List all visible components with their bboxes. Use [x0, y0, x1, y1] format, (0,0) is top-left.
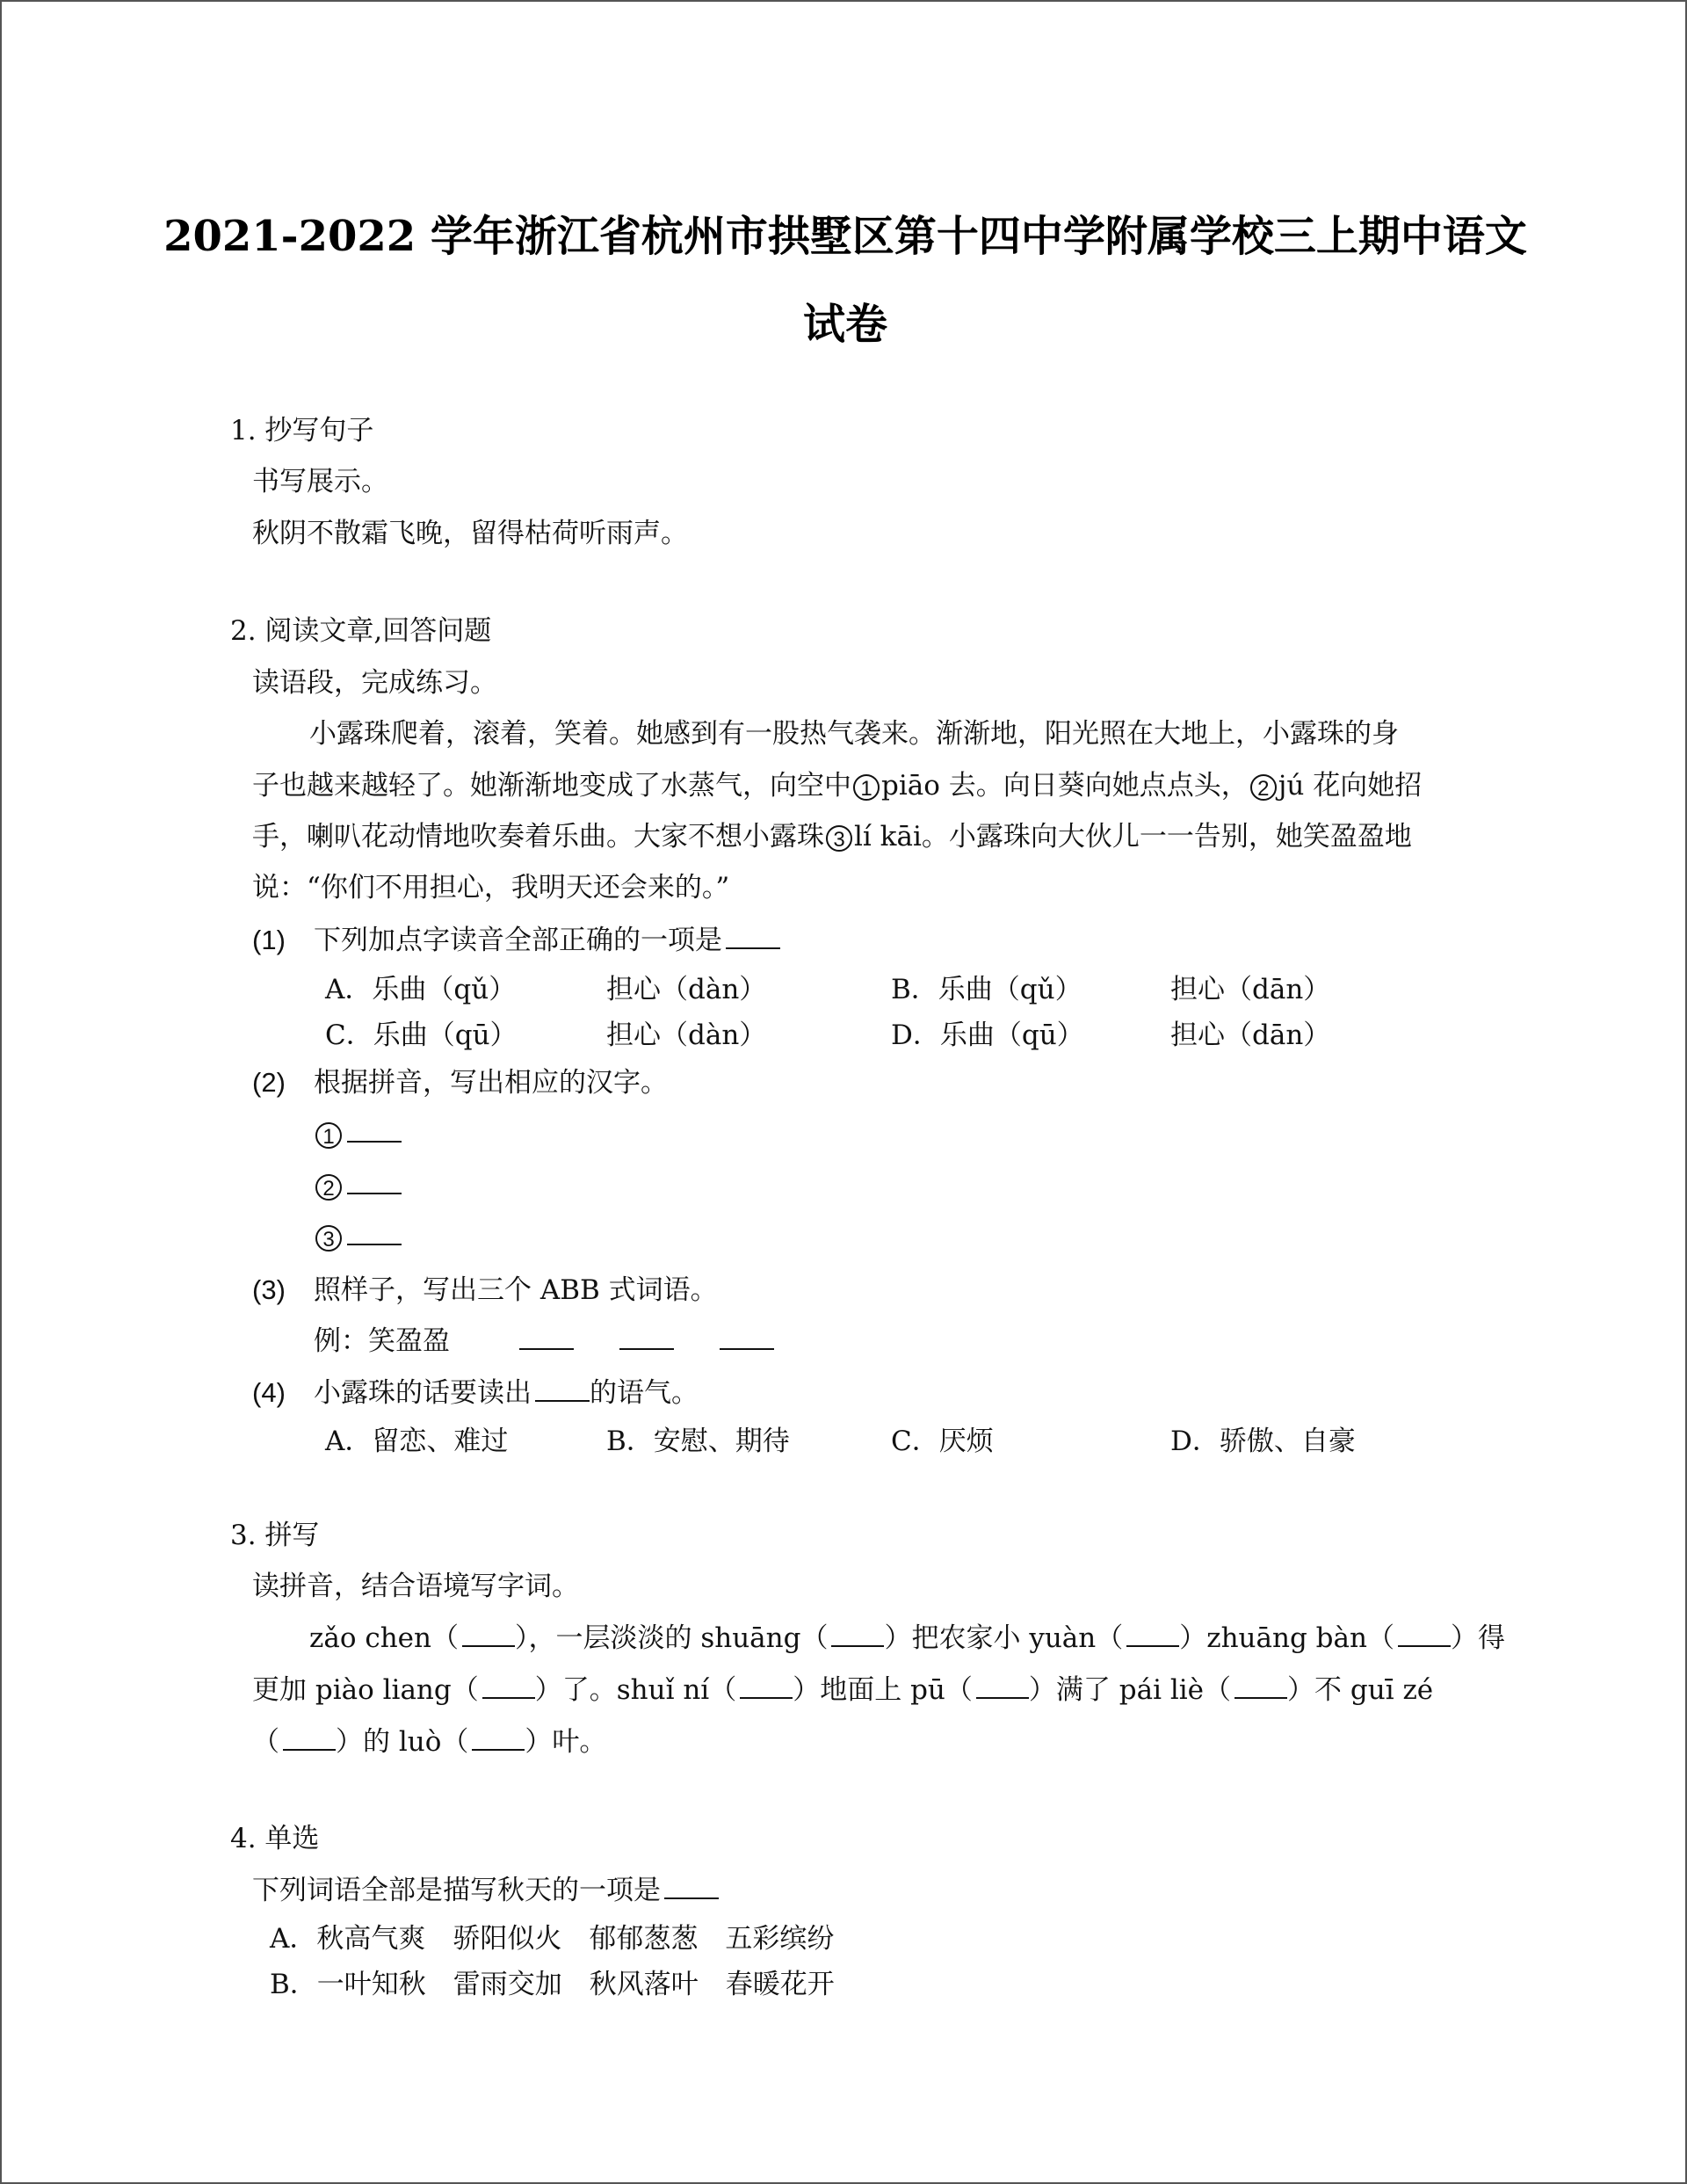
q3-line-1-seg-1: zǎo chen（ — [309, 1622, 459, 1654]
q3-instruction: 读拼音，结合语境写字词。 — [252, 1571, 579, 1602]
answer-blank[interactable] — [283, 1726, 336, 1751]
q3-line-3 — [252, 1724, 606, 1760]
sub2-answer-2 — [314, 1168, 402, 1203]
sub2-question: 根据拼音，写出相应的汉字。 — [314, 1067, 668, 1099]
passage-line-3-text-b: lí kāi。小露珠向大伙儿一一告别，她笑盈盈地 — [854, 821, 1412, 853]
sub4-option-b[interactable]: B．安慰、期待 — [606, 1426, 790, 1457]
sub1-option-b-part1[interactable]: B．乐曲（qǔ） — [891, 974, 1082, 1005]
sub1-question — [314, 923, 780, 958]
q3-line-3-seg-2: ）的 luò（ — [336, 1726, 469, 1758]
circled-mark: 1 — [315, 1122, 342, 1149]
passage-line-3 — [252, 819, 1412, 854]
q2-instruction: 读语段，完成练习。 — [252, 667, 497, 699]
q2-heading: 2. 阅读文章,回答问题 — [230, 615, 492, 647]
answer-blank[interactable] — [664, 1875, 719, 1899]
circled-mark-3: 3 — [826, 825, 852, 852]
sub3-example: 例：笑盈盈 — [314, 1325, 450, 1357]
q4-option-b[interactable]: B．一叶知秋 雷雨交加 秋风落叶 春暖花开 — [270, 1969, 835, 2000]
passage-line-2 — [252, 768, 1422, 803]
sub4-question-text-a: 小露珠的话要读出 — [314, 1377, 532, 1409]
answer-blank[interactable] — [482, 1674, 535, 1699]
answer-blank[interactable] — [347, 1221, 402, 1245]
exam-title-line2: 试卷 — [802, 300, 887, 349]
q3-heading: 3. 拼写 — [230, 1520, 320, 1551]
answer-blank[interactable] — [976, 1674, 1029, 1699]
q4-question-text: 下列词语全部是描写秋天的一项是 — [252, 1875, 661, 1906]
sub1-option-d-part2[interactable]: 担心（dān） — [1170, 1019, 1331, 1051]
q3-line-1 — [309, 1621, 1505, 1656]
sub1-question-text: 下列加点字读音全部正确的一项是 — [314, 925, 722, 956]
q4-option-a[interactable]: A．秋高气爽 骄阳似火 郁郁葱葱 五彩缤纷 — [270, 1923, 835, 1955]
q4-question — [252, 1873, 719, 1908]
answer-blank[interactable] — [1234, 1674, 1287, 1699]
q3-line-1-seg-3: ）把农家小 yuàn（ — [884, 1622, 1124, 1654]
q3-line-3-seg-1: （ — [252, 1726, 279, 1758]
answer-blank[interactable] — [519, 1325, 574, 1350]
answer-blank[interactable] — [619, 1325, 674, 1350]
q3-line-1-seg-5: ）得 — [1450, 1622, 1505, 1654]
circled-mark: 3 — [315, 1225, 342, 1252]
circled-mark: 2 — [315, 1174, 342, 1201]
answer-blank[interactable] — [831, 1622, 884, 1647]
sub4-question — [314, 1375, 699, 1411]
circled-mark-1: 1 — [853, 774, 880, 801]
answer-blank[interactable] — [740, 1674, 793, 1699]
answer-blank[interactable] — [472, 1726, 525, 1751]
sub4-question-text-b: 的语气。 — [590, 1377, 699, 1409]
q3-line-1-seg-2: ），一层淡淡的 shuāng（ — [514, 1622, 829, 1654]
passage-line-2-text-a: 子也越来越轻了。她渐渐地变成了水蒸气，向空中 — [252, 770, 851, 802]
answer-blank[interactable] — [462, 1622, 515, 1647]
q3-line-2-seg-5: ）不 guī zé — [1287, 1674, 1434, 1706]
q3-line-3-seg-3: ）叶。 — [525, 1726, 607, 1758]
circled-mark-2: 2 — [1250, 774, 1277, 801]
q3-line-2-seg-3: ）地面上 pū（ — [793, 1674, 973, 1706]
sub4-option-d[interactable]: D．骄傲、自豪 — [1170, 1426, 1356, 1457]
passage-line-1: 小露珠爬着，滚着，笑着。她感到有一股热气袭来。渐渐地，阳光照在大地上，小露珠的身 — [309, 718, 1399, 750]
passage-line-3-text-a: 手，喇叭花动情地吹奏着乐曲。大家不想小露珠 — [252, 821, 824, 853]
q3-line-2-seg-4: ）满了 pái liè（ — [1028, 1674, 1232, 1706]
answer-blank[interactable] — [720, 1325, 774, 1350]
answer-blank[interactable] — [347, 1170, 402, 1194]
sub1-option-d-part1[interactable]: D．乐曲（qū） — [891, 1019, 1084, 1051]
sub3-number: (3) — [252, 1274, 286, 1305]
sub1-number: (1) — [252, 925, 286, 955]
sub1-option-b-part2[interactable]: 担心（dān） — [1170, 974, 1331, 1005]
answer-blank[interactable] — [726, 925, 780, 949]
sub4-number: (4) — [252, 1377, 286, 1408]
sub3-question: 照样子，写出三个 ABB 式词语。 — [314, 1274, 718, 1306]
passage-line-4: 说：“你们不用担心，我明天还会来的。” — [252, 872, 730, 903]
sub4-option-a[interactable]: A．留恋、难过 — [325, 1426, 509, 1457]
sub2-answer-3 — [314, 1219, 402, 1254]
q3-line-2 — [252, 1672, 1433, 1708]
answer-blank[interactable] — [1398, 1622, 1451, 1647]
answer-blank[interactable] — [1126, 1622, 1179, 1647]
sub3-blank-row — [516, 1324, 774, 1359]
answer-blank[interactable] — [535, 1377, 590, 1402]
sub1-option-c-part1[interactable]: C．乐曲（qū） — [325, 1019, 518, 1051]
q1-instruction: 书写展示。 — [252, 466, 388, 497]
sub2-number: (2) — [252, 1067, 286, 1098]
sub1-option-a-part1[interactable]: A．乐曲（qǔ） — [325, 974, 517, 1005]
passage-line-2-text-c: jú 花向她招 — [1278, 770, 1423, 802]
exam-title-line1: 2021-2022 学年浙江省杭州市拱墅区第十四中学附属学校三上期中语文 — [163, 212, 1527, 261]
sub1-option-a-part2[interactable]: 担心（dàn） — [606, 974, 767, 1005]
sub4-option-c[interactable]: C．厌烦 — [891, 1426, 994, 1457]
passage-line-2-text-b: piāo 去。向日葵向她点点头， — [881, 770, 1249, 802]
q3-line-1-seg-4: ）zhuāng bàn（ — [1179, 1622, 1394, 1654]
q1-sentence: 秋阴不散霜飞晚，留得枯荷听雨声。 — [252, 518, 688, 549]
sub2-answer-1 — [314, 1116, 402, 1151]
q1-heading: 1. 抄写句子 — [230, 415, 374, 446]
sub1-option-c-part2[interactable]: 担心（dàn） — [606, 1019, 767, 1051]
q3-line-2-seg-1: 更加 piào liang（ — [252, 1674, 479, 1706]
q4-heading: 4. 单选 — [230, 1823, 320, 1854]
q3-line-2-seg-2: ）了。shuǐ ní（ — [534, 1674, 737, 1706]
answer-blank[interactable] — [347, 1118, 402, 1143]
